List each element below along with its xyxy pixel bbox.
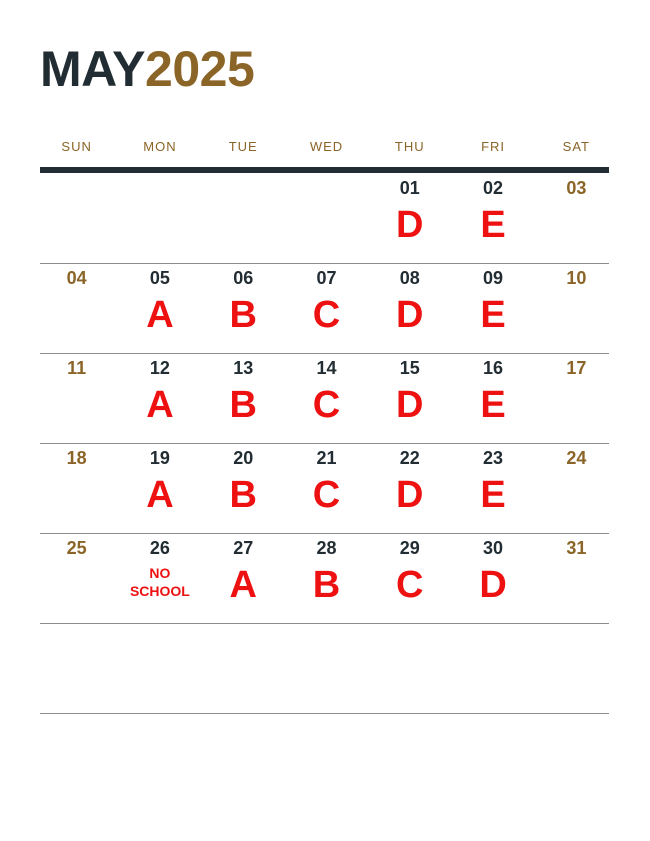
day-cell-sun — [35, 533, 118, 623]
day-cell-wed — [285, 353, 368, 443]
rotation-day-letter: D — [479, 564, 507, 606]
day-number: 27 — [233, 538, 254, 558]
day-number: 02 — [483, 178, 504, 198]
rotation-day-letter: E — [480, 294, 506, 336]
day-cell-mon — [118, 443, 201, 533]
day-cell-sun — [35, 173, 118, 263]
rotation-day-letter: D — [396, 294, 424, 336]
weekday-sun: SUN — [61, 139, 92, 154]
weekday-sat: SAT — [562, 139, 590, 154]
day-number: 29 — [399, 538, 420, 558]
note-line: NO — [149, 565, 171, 581]
rotation-day-letter: D — [396, 384, 424, 426]
rotation-day-letter: B — [229, 474, 257, 516]
day-number: 26 — [149, 538, 170, 558]
rotation-day-letter: B — [312, 564, 341, 606]
day-cell-sat — [535, 263, 618, 353]
week-divider — [40, 713, 609, 714]
day-number: 23 — [483, 448, 504, 468]
rotation-day-letter: A — [146, 384, 174, 426]
day-number: 14 — [316, 358, 337, 378]
day-number: 05 — [149, 268, 170, 288]
day-cell-thu — [368, 623, 451, 713]
rotation-day-letter: B — [229, 384, 257, 426]
day-number: 03 — [566, 178, 587, 198]
week-row — [35, 173, 618, 263]
rotation-day-letter: C — [396, 564, 424, 606]
day-number: 11 — [67, 358, 87, 378]
day-cell-sat — [535, 443, 618, 533]
day-cell-sun — [35, 623, 118, 713]
rotation-day-letter: E — [480, 474, 506, 516]
week-divider — [40, 353, 609, 354]
day-cell-fri — [451, 353, 534, 443]
day-cell-tue — [202, 533, 285, 623]
day-cell-fri — [451, 623, 534, 713]
week-divider — [40, 623, 609, 624]
calendar-title — [40, 41, 255, 97]
week-row — [35, 533, 618, 623]
rotation-day-letter: A — [229, 564, 257, 606]
rotation-day-letter: D — [396, 474, 424, 516]
day-cell-sat — [535, 623, 618, 713]
day-number: 16 — [483, 358, 504, 378]
day-number: 10 — [566, 268, 587, 288]
rotation-day-letter: E — [480, 384, 506, 426]
day-number: 08 — [399, 268, 420, 288]
day-cell-tue — [202, 263, 285, 353]
day-cell-tue — [202, 353, 285, 443]
day-cell-wed — [285, 623, 368, 713]
day-number: 24 — [566, 448, 587, 468]
day-number: 12 — [149, 358, 170, 378]
day-number: 28 — [316, 538, 337, 558]
day-number: 19 — [149, 448, 170, 468]
rotation-day-letter: C — [312, 294, 341, 336]
no-school-note — [118, 564, 201, 600]
day-cell-wed — [285, 443, 368, 533]
weekday-tue: TUE — [228, 139, 258, 154]
day-cell-sun — [35, 263, 118, 353]
day-cell-thu — [368, 443, 451, 533]
weekday-wed: WED — [309, 139, 344, 154]
day-cell-mon — [118, 353, 201, 443]
week-divider — [40, 533, 609, 534]
day-cell-mon — [118, 623, 201, 713]
day-number: 04 — [66, 268, 87, 288]
rotation-day-letter: C — [312, 474, 341, 516]
rotation-day-letter: C — [312, 384, 341, 426]
day-number: 01 — [399, 178, 420, 198]
day-cell-wed — [285, 263, 368, 353]
day-cell-fri — [451, 263, 534, 353]
day-number: 07 — [316, 268, 337, 288]
day-cell-thu — [368, 263, 451, 353]
weekday-header-row — [35, 139, 618, 155]
weekday-fri: FRI — [481, 139, 506, 154]
day-cell-fri — [451, 173, 534, 263]
day-number: 20 — [233, 448, 254, 468]
week-row — [35, 353, 618, 443]
day-cell-thu — [368, 353, 451, 443]
day-cell-sun — [35, 443, 118, 533]
day-cell-sat — [535, 533, 618, 623]
day-number: 25 — [66, 538, 87, 558]
rotation-day-letter: A — [146, 294, 174, 336]
rotation-day-letter: E — [480, 204, 506, 246]
day-cell-thu — [368, 173, 451, 263]
week-row — [35, 623, 618, 713]
day-cell-thu — [368, 533, 451, 623]
day-cell-wed — [285, 173, 368, 263]
day-cell-tue — [202, 173, 285, 263]
day-number: 30 — [483, 538, 504, 558]
day-cell-mon — [118, 263, 201, 353]
day-cell-sat — [535, 353, 618, 443]
day-cell-mon — [118, 173, 201, 263]
rotation-day-letter: D — [396, 204, 424, 246]
rotation-day-letter: B — [229, 294, 257, 336]
week-row — [35, 443, 618, 533]
weekday-mon: MON — [143, 139, 177, 154]
rotation-day-letter: A — [146, 474, 174, 516]
day-number: 09 — [483, 268, 504, 288]
day-cell-sun — [35, 353, 118, 443]
day-cell-tue — [202, 443, 285, 533]
day-number: 31 — [566, 538, 587, 558]
day-cell-tue — [202, 623, 285, 713]
day-number: 21 — [316, 448, 337, 468]
day-cell-mon — [118, 533, 201, 623]
day-cell-wed — [285, 533, 368, 623]
day-cell-fri — [451, 533, 534, 623]
day-number: 15 — [399, 358, 420, 378]
weekday-thu: THU — [394, 139, 425, 154]
day-number: 06 — [233, 268, 254, 288]
day-number: 18 — [66, 448, 87, 468]
day-number: 17 — [566, 358, 587, 378]
year-label: 2025 — [145, 41, 255, 97]
day-number: 22 — [399, 448, 420, 468]
month-label: MAY — [40, 41, 146, 97]
day-number: 13 — [233, 358, 254, 378]
day-cell-sat — [535, 173, 618, 263]
week-row — [35, 263, 618, 353]
day-cell-fri — [451, 443, 534, 533]
week-divider — [40, 263, 609, 264]
note-line: SCHOOL — [129, 583, 190, 599]
week-divider — [40, 443, 609, 444]
